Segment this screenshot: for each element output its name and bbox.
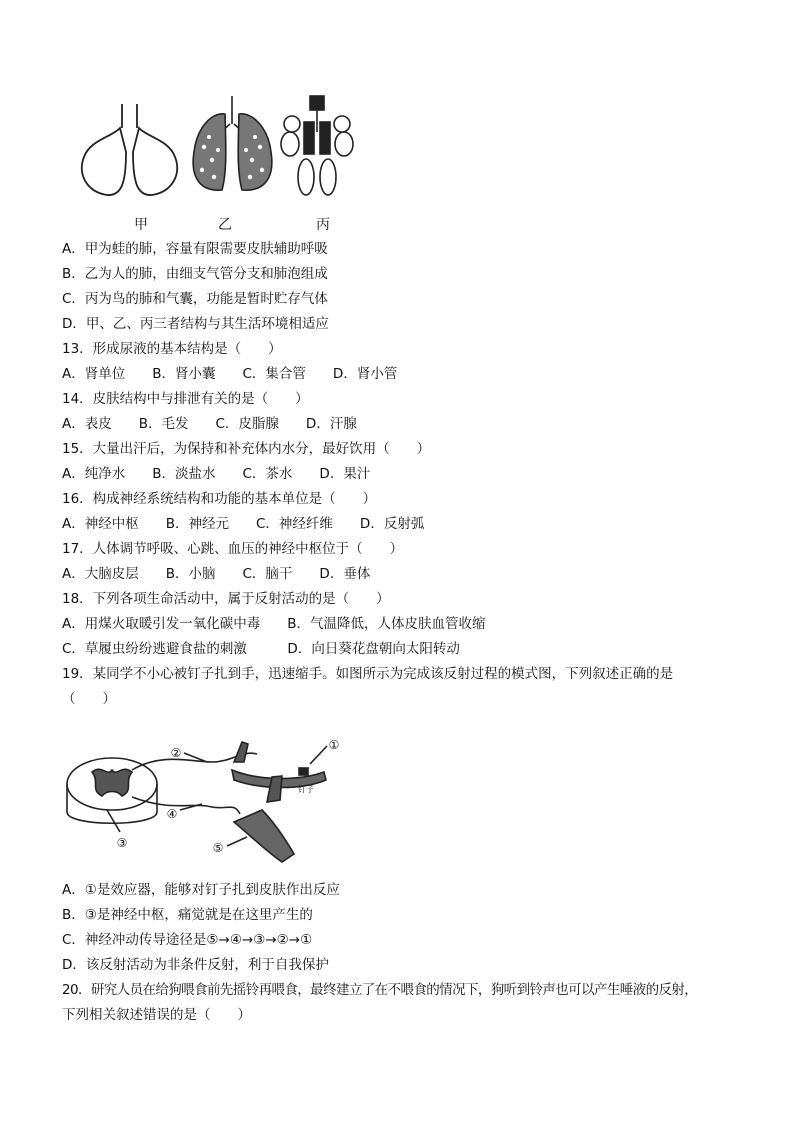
q12-option-a: A．甲为蛙的肺，容量有限需要皮肤辅助呼吸 (62, 241, 328, 257)
reflex-label-5: ⑤ (212, 841, 224, 855)
q19-stem: 19．某同学不小心被钉子扎到手，迅速缩手。如图所示为完成该反射过程的模式图，下列叙述正确的是 (62, 666, 674, 682)
q16-stem: 16．构成神经系统结构和功能的基本单位是（ ） (62, 491, 377, 507)
reflex-label-1: ① (328, 738, 340, 752)
q19-option-d: D．该反射活动为非条件反射，利于自我保护 (62, 957, 329, 973)
q12-option-c: C．丙为鸟的肺和气囊，功能是暂时贮存气体 (62, 291, 328, 307)
reflex-label-4: ④ (166, 807, 178, 821)
q12-option-b: B．乙为人的肺，由细支气管分支和肺泡组成 (62, 266, 328, 282)
q16-options: A．神经中枢 B．神经元 C．神经纤维 D．反射弧 (62, 516, 425, 532)
reflex-label-nail: 钉子 (298, 785, 314, 794)
q19-option-a: A．①是效应器，能够对钉子扎到皮肤作出反应 (62, 882, 340, 898)
figure-label-jia: 甲 (134, 217, 148, 233)
q15-options: A．纯净水 B．淡盐水 C．茶水 D．果汁 (62, 466, 371, 482)
q14-stem: 14．皮肤结构中与排泄有关的是（ ） (62, 391, 309, 407)
q17-stem: 17．人体调节呼吸、心跳、血压的神经中枢位于（ ） (62, 541, 404, 557)
frog-lung-drawing (82, 104, 177, 195)
reflex-label-2: ② (170, 746, 182, 760)
figure-label-bing: 丙 (316, 217, 330, 233)
q20-stem: 20．研究人员在给狗喂食前先摇铃再喂食，最终建立了在不喂食的情况下，狗听到铃声也可以产生唾液的反射， (62, 982, 698, 998)
reflex-label-3: ③ (116, 836, 128, 850)
q18-options-cd: C．草履虫纷纷逃避食盐的刺激 D．向日葵花盘朝向太阳转动 (62, 641, 460, 657)
human-lung-drawing (193, 96, 272, 190)
q19-option-b: B．③是神经中枢，痛觉就是在这里产生的 (62, 907, 313, 923)
reflex-arc-figure (62, 722, 352, 870)
bird-lung-drawing (281, 96, 353, 195)
q18-stem: 18．下列各项生命活动中，属于反射活动的是（ ） (62, 591, 390, 607)
q13-stem: 13．形成尿液的基本结构是（ ） (62, 341, 282, 357)
q19-stem-cont: （ ） (62, 691, 116, 707)
q17-options: A．大脑皮层 B．小脑 C．脑干 D．垂体 (62, 566, 371, 582)
q14-options: A．表皮 B．毛发 C．皮脂腺 D．汗腺 (62, 416, 357, 432)
q18-options-ab: A．用煤火取暖引发一氧化碳中毒 B．气温降低，人体皮肤血管收缩 (62, 616, 486, 632)
q15-stem: 15．大量出汗后，为保持和补充体内水分，最好饮用（ ） (62, 441, 431, 457)
q13-options: A．肾单位 B．肾小囊 C．集合管 D．肾小管 (62, 366, 398, 382)
q12-option-d: D．甲、乙、丙三者结构与其生活环境相适应 (62, 316, 329, 332)
q20-stem-cont: 下列相关叙述错误的是（ ） (62, 1007, 251, 1023)
lung-comparison-figure (62, 92, 372, 207)
q19-option-c: C．神经冲动传导途径是⑤→④→③→②→① (62, 932, 313, 948)
figure-label-yi: 乙 (218, 217, 232, 233)
